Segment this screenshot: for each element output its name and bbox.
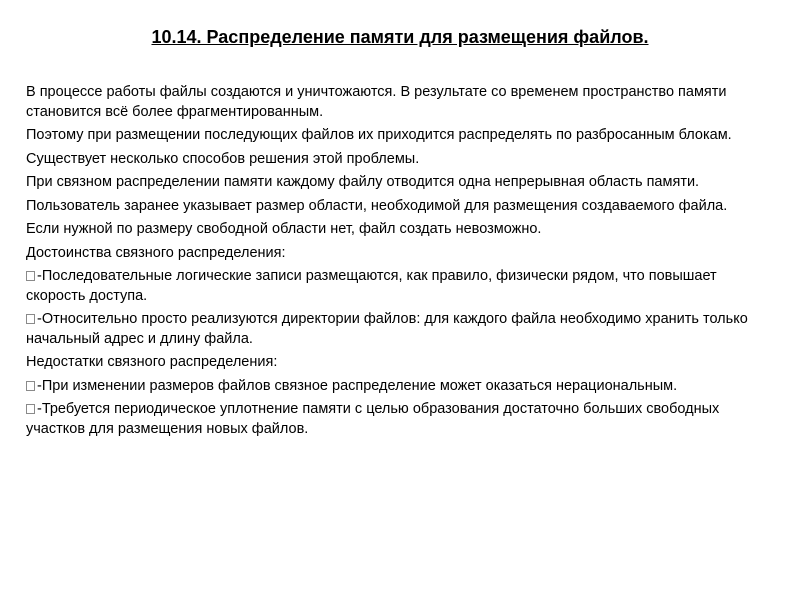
missing-glyph-icon [26, 271, 35, 281]
paragraph: Поэтому при размещении последующих файлов их приходится распределять по разбросанным блокам. [26, 127, 732, 143]
missing-glyph-icon [26, 381, 35, 391]
missing-glyph-icon [26, 404, 35, 414]
missing-glyph-icon [26, 314, 35, 324]
paragraph: Существует несколько способов решения этой проблемы. [26, 150, 420, 167]
bullet-item: -При изменении размеров файлов связное распределение может оказаться нерациональным. [26, 377, 756, 397]
paragraph: Пользователь заранее указывает размер области, необходимой для размещения создаваемого файла. [26, 197, 728, 214]
slide-body [26, 83, 756, 443]
bullet-item: -Требуется периодическое уплотнение памяти с целью образования достаточно больших свободных участков для размещения новых файлов. [26, 401, 720, 437]
paragraph: При связном распределении памяти каждому файлу отводится одна непрерывная область памяти. [26, 174, 700, 190]
page-title: 10.14. Распределение памяти для размещения файлов. [151, 27, 649, 47]
section-heading-disadvantages: Недостатки связного распределения: [26, 354, 278, 370]
bullet-item: -Относительно просто реализуются директории файлов: для каждого файла необходимо хранить только начальный адрес и длину файла. [26, 311, 748, 347]
paragraph: Если нужной по размеру свободной области нет, файл создать невозможно. [26, 221, 542, 237]
bullet-item: -Последовательные логические записи размещаются, как правило, физически рядом, что повышает скорость доступа. [26, 268, 717, 304]
section-heading-advantages: Достоинства связного распределения: [26, 244, 286, 261]
paragraph: В процессе работы файлы создаются и уничтожаются. В результате со временем пространство памяти становится всё более фрагментированным. [26, 84, 727, 120]
